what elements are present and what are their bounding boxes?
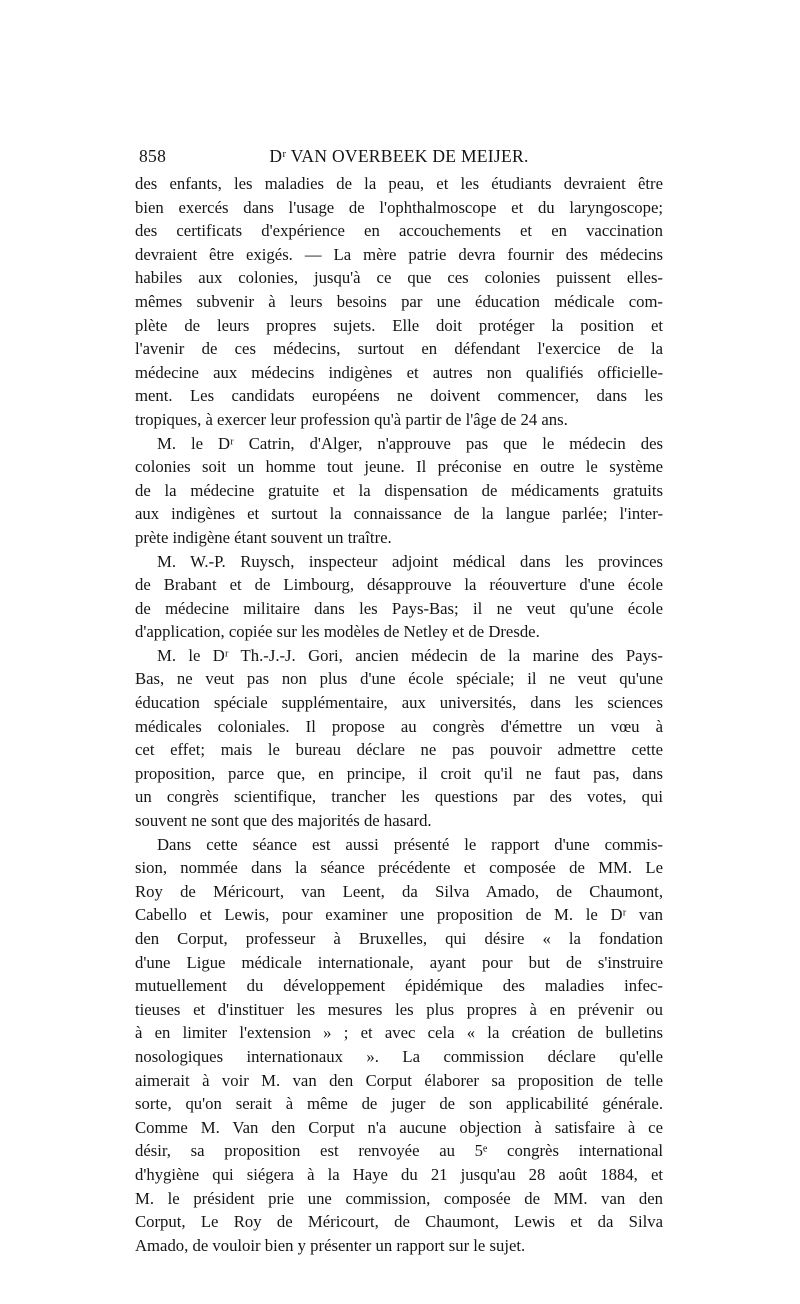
text-line: aux indigènes et surtout la connaissance de la langue parlée; l'inter-	[135, 504, 663, 524]
text-line: mutuellement du développement épidémique des maladies infec-	[135, 976, 663, 996]
text-line: Comme M. Van den Corput n'a aucune objection à satisfaire à ce	[135, 1117, 663, 1137]
body-text	[135, 172, 663, 1257]
text-line: de Brabant et de Limbourg, désapprouve la réouverture d'une école	[135, 575, 663, 595]
text-line: habiles aux colonies, jusqu'à ce que ces colonies puissent elles-	[135, 268, 663, 288]
text-line: mêmes subvenir à leurs besoins par une éducation médicale com-	[135, 291, 663, 311]
text-line: Bas, ne veut pas non plus d'une école spéciale; il ne veut qu'une	[135, 669, 663, 689]
text-line: Cabello et Lewis, pour examiner une proposition de M. le Dʳ van	[135, 905, 663, 925]
text-line: d'hygiène qui siégera à la Haye du 21 jusqu'au 28 août 1884, et	[135, 1164, 663, 1184]
text-line: désir, sa proposition est renvoyée au 5ᵉ congrès international	[135, 1141, 663, 1161]
text-line: prète indigène étant souvent un traître.	[135, 527, 392, 547]
text-line: sorte, qu'on serait à même de juger de son applicabilité générale.	[135, 1094, 663, 1114]
text-line: médicales coloniales. Il propose au congrès d'émettre un vœu à	[135, 716, 663, 736]
running-head	[135, 146, 663, 172]
text-line: des certificats d'expérience en accouchements et en vaccination	[135, 221, 663, 241]
text-line: Roy de Méricourt, van Leent, da Silva Amado, de Chaumont,	[135, 881, 663, 901]
text-line: devraient être exigés. — La mère patrie devra fournir des médecins	[135, 244, 663, 264]
text-line: sion, nommée dans la séance précédente et composée de MM. Le	[135, 858, 663, 878]
page-number: 858	[139, 146, 167, 166]
text-line: bien exercés dans l'usage de l'ophthalmoscope et du laryngoscope;	[135, 197, 663, 217]
text-line: tropiques, à exercer leur profession qu'à partir de l'âge de 24 ans.	[135, 409, 568, 429]
text-line: souvent ne sont que des majorités de hasard.	[135, 811, 432, 831]
text-line: cet effet; mais le bureau déclare ne pas pouvoir admettre cette	[135, 740, 663, 760]
text-line: colonies soit un homme tout jeune. Il préconise en outre le système	[135, 457, 663, 477]
text-line: de la médecine gratuite et la dispensation de médicaments gratuits	[135, 480, 663, 500]
text-line: Dans cette séance est aussi présenté le rapport d'une commis-	[157, 834, 663, 854]
text-line: Amado, de vouloir bien y présenter un rapport sur le sujet.	[135, 1235, 526, 1255]
text-line: d'application, copiée sur les modèles de Netley et de Dresde.	[135, 622, 540, 642]
text-line: un congrès scientifique, trancher les questions par des votes, qui	[135, 787, 663, 807]
text-line: éducation spéciale supplémentaire, aux universités, dans les sciences	[135, 693, 663, 713]
text-line: plète de leurs propres sujets. Elle doit protéger la position et	[135, 315, 663, 335]
running-title: Dʳ VAN OVERBEEK DE MEIJER.	[269, 146, 529, 166]
text-line: ment. Les candidats européens ne doivent commencer, dans les	[135, 386, 663, 406]
text-line: l'avenir de ces médecins, surtout en défendant l'exercice de la	[135, 339, 663, 359]
text-line: des enfants, les maladies de la peau, et les étudiants devraient être	[135, 174, 663, 193]
text-line: M. W.-P. Ruysch, inspecteur adjoint médical dans les provinces	[157, 551, 663, 571]
text-line: à en limiter l'extension » ; et avec cela « la création de bulletins	[135, 1023, 663, 1043]
text-line: M. le président prie une commission, composée de MM. van den	[135, 1188, 663, 1208]
text-line: nosologiques internationaux ». La commission déclare qu'elle	[135, 1046, 663, 1066]
text-line: proposition, parce que, en principe, il croit qu'il ne faut pas, dans	[135, 763, 663, 783]
text-line: Corput, Le Roy de Méricourt, de Chaumont, Lewis et da Silva	[135, 1212, 663, 1232]
page	[135, 146, 663, 1257]
text-line: M. le Dʳ Catrin, d'Alger, n'approuve pas que le médecin des	[157, 433, 663, 453]
text-line: d'une Ligue médicale internationale, ayant pour but de s'instruire	[135, 952, 663, 972]
text-line: tieuses et d'instituer les mesures les plus propres à en prévenir ou	[135, 999, 663, 1019]
text-line: de médecine militaire dans les Pays-Bas; il ne veut qu'une école	[135, 598, 663, 618]
text-line: M. le Dʳ Th.-J.-J. Gori, ancien médecin de la marine des Pays-	[157, 645, 663, 665]
text-line: den Corput, professeur à Bruxelles, qui désire « la fondation	[135, 929, 663, 948]
text-line: aimerait à voir M. van den Corput élaborer sa proposition de telle	[135, 1070, 663, 1090]
text-line: médecine aux médecins indigènes et autres non qualifiés officielle-	[135, 362, 663, 382]
